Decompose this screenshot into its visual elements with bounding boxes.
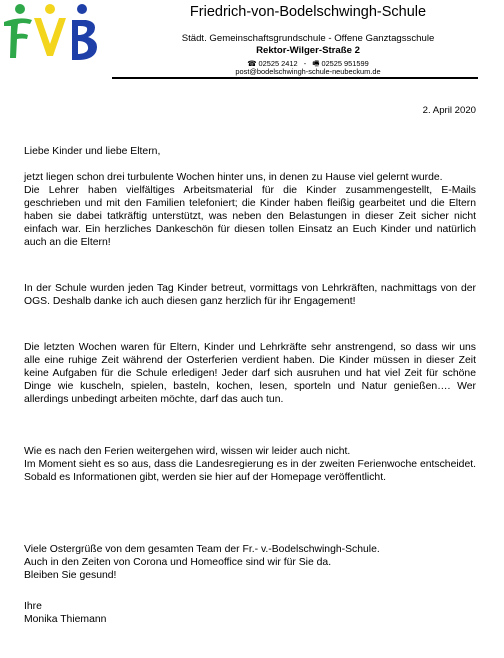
email-address[interactable]: post@bodelschwingh-schule-neubeckum.de [235,67,381,76]
paragraph-3: Die letzten Wochen waren für Eltern, Kinder und Lehrkräfte sehr anstrengend, so dass wir uns alle eine ruhige Zeit während der Osterferien verdient haben. Die Kinder müssen in dieser Zeit keine Aufgaben für die Schule erledigen! Jeder darf sich ausruhen und hat viel Zeit für schöne Dinge wie kuscheln, spielen, basteln, kochen, lesen, sporteln und Natur genießen…. Wer allerdings unbedingt arbeiten möchte, darf das auch tun. [24,342,476,405]
school-logo [0,0,112,76]
paragraph-1-body: Die Lehrer haben vielfältiges Arbeitsmaterial für die Kinder zusammengestellt, E-Mails geschrieben und mit den Familien telefoniert; die Kinder haben fleißig gearbeitet und die Eltern haben sie dabei tatkräftig unterstützt, was neben den Belastungen in dieser Zeit sicher nicht einfach war. Ein herzliches Dankeschön für diesen tollen Einsatz an Euch Kinder und natürlich auch an die Eltern! [24,185,476,248]
closing-line-3: Bleiben Sie gesund! [24,570,117,581]
fax-icon: 🖷 [312,59,320,68]
signature-block [24,600,476,626]
paragraph-4-body: Im Moment sieht es so aus, dass die Landesregierung es in der zweiten Ferienwoche entscheidet. Sobald es Informationen gibt, werden sie hier auf der Homepage veröffentlicht. [24,459,476,483]
salutation: Liebe Kinder und liebe Eltern, [24,146,161,157]
logo-f-green [4,18,32,58]
contact-separator: - [303,59,307,68]
paragraph-2: In der Schule wurden jeden Tag Kinder betreut, vormittags von Lehrkräften, nachmittags von der OGS. Deshalb danke ich auch diesen ganz herzlich für ihr Engagement! [24,283,476,307]
sign-off: Ihre [24,601,42,612]
phone-icon: ☎ [247,59,257,68]
paragraph-4-line1: Wie es nach den Ferien weitergehen wird, wissen wir leider auch nicht. [24,446,351,457]
logo-b-blue [72,20,97,60]
logo-head-blue [77,4,87,14]
school-name: Friedrich-von-Bodelschwingh-Schule [189,4,427,20]
header-divider [112,77,478,79]
closing-line-1: Viele Ostergrüße von dem gesamten Team der Fr.- v.-Bodelschwingh-Schule. [24,544,380,555]
logo-head-green [15,4,25,14]
logo-head-yellow [45,4,55,14]
phone-number: 02525 2412 [258,59,298,68]
paragraph-1 [24,171,476,249]
closing [24,543,476,582]
closing-line-2: Auch in den Zeiten von Corona und Homeoffice sind wir für Sie da. [24,557,332,568]
letter-date: 2. April 2020 [422,105,476,116]
paragraph-4 [24,445,476,484]
fax-number: 02525 951599 [321,59,369,68]
logo-v-yellow [34,18,66,56]
signatory-name: Monika Thiemann [24,614,107,625]
school-street: Rektor-Wilger-Straße 2 [256,45,360,56]
paragraph-1-intro: jetzt liegen schon drei turbulente Wochen hinter uns, in denen zu Hause viel gelernt wurde. [24,172,443,183]
school-type: Städt. Gemeinschaftsgrundschule - Offene Ganztagsschule [181,33,435,44]
